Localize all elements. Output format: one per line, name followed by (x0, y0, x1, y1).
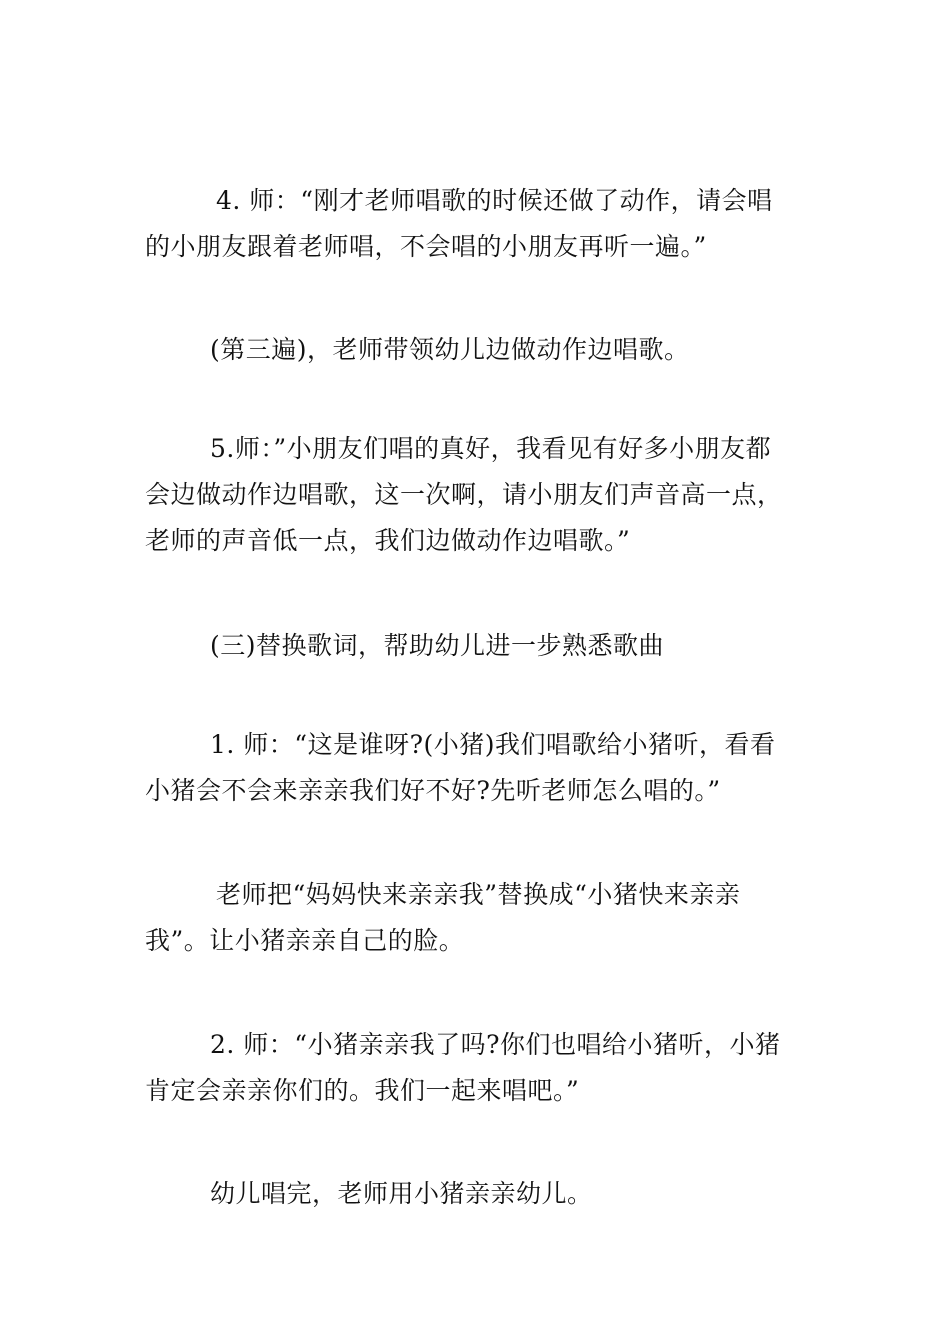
paragraph-line: 2. 师：“小猪亲亲我了吗?你们也唱给小猪听，小猪 (210, 1030, 781, 1059)
paragraph-step-1 (145, 722, 810, 814)
paragraph-line: 4. 师：“刚才老师唱歌的时候还做了动作，请会唱 (216, 186, 773, 215)
section-heading-replace-lyrics (145, 623, 810, 669)
paragraph-line: 老师的声音低一点，我们边做动作边唱歌。” (145, 526, 631, 555)
paragraph-line: 肯定会亲亲你们的。我们一起来唱吧。” (145, 1076, 580, 1105)
paragraph-children-finish (145, 1171, 810, 1217)
paragraph-line: 老师把“妈妈快来亲亲我”替换成“小猪快来亲亲 (216, 880, 741, 909)
paragraph-line: 1. 师：“这是谁呀?(小猪)我们唱歌给小猪听，看看 (210, 730, 776, 759)
paragraph-line: 会边做动作边唱歌，这一次啊，请小朋友们声音高一点， (145, 480, 783, 509)
paragraph-line: 幼儿唱完，老师用小猪亲亲幼儿。 (210, 1179, 593, 1208)
paragraph-third-time (145, 327, 810, 373)
paragraph-line: 5.师：”小朋友们唱的真好，我看见有好多小朋友都 (210, 434, 772, 463)
paragraph-step-4 (145, 178, 810, 270)
paragraph-line: (第三遍)，老师带领幼儿边做动作边唱歌。 (210, 335, 690, 364)
paragraph-line: (三)替换歌词，帮助幼儿进一步熟悉歌曲 (210, 631, 665, 660)
paragraph-step-2 (145, 1022, 810, 1114)
paragraph-line: 我”。让小猪亲亲自己的脸。 (145, 926, 465, 955)
paragraph-line: 的小朋友跟着老师唱，不会唱的小朋友再听一遍。” (145, 232, 707, 261)
paragraph-step-5 (145, 426, 810, 564)
paragraph-teacher-replace (145, 872, 810, 964)
paragraph-line: 小猪会不会来亲亲我们好不好?先听老师怎么唱的。” (145, 776, 721, 805)
